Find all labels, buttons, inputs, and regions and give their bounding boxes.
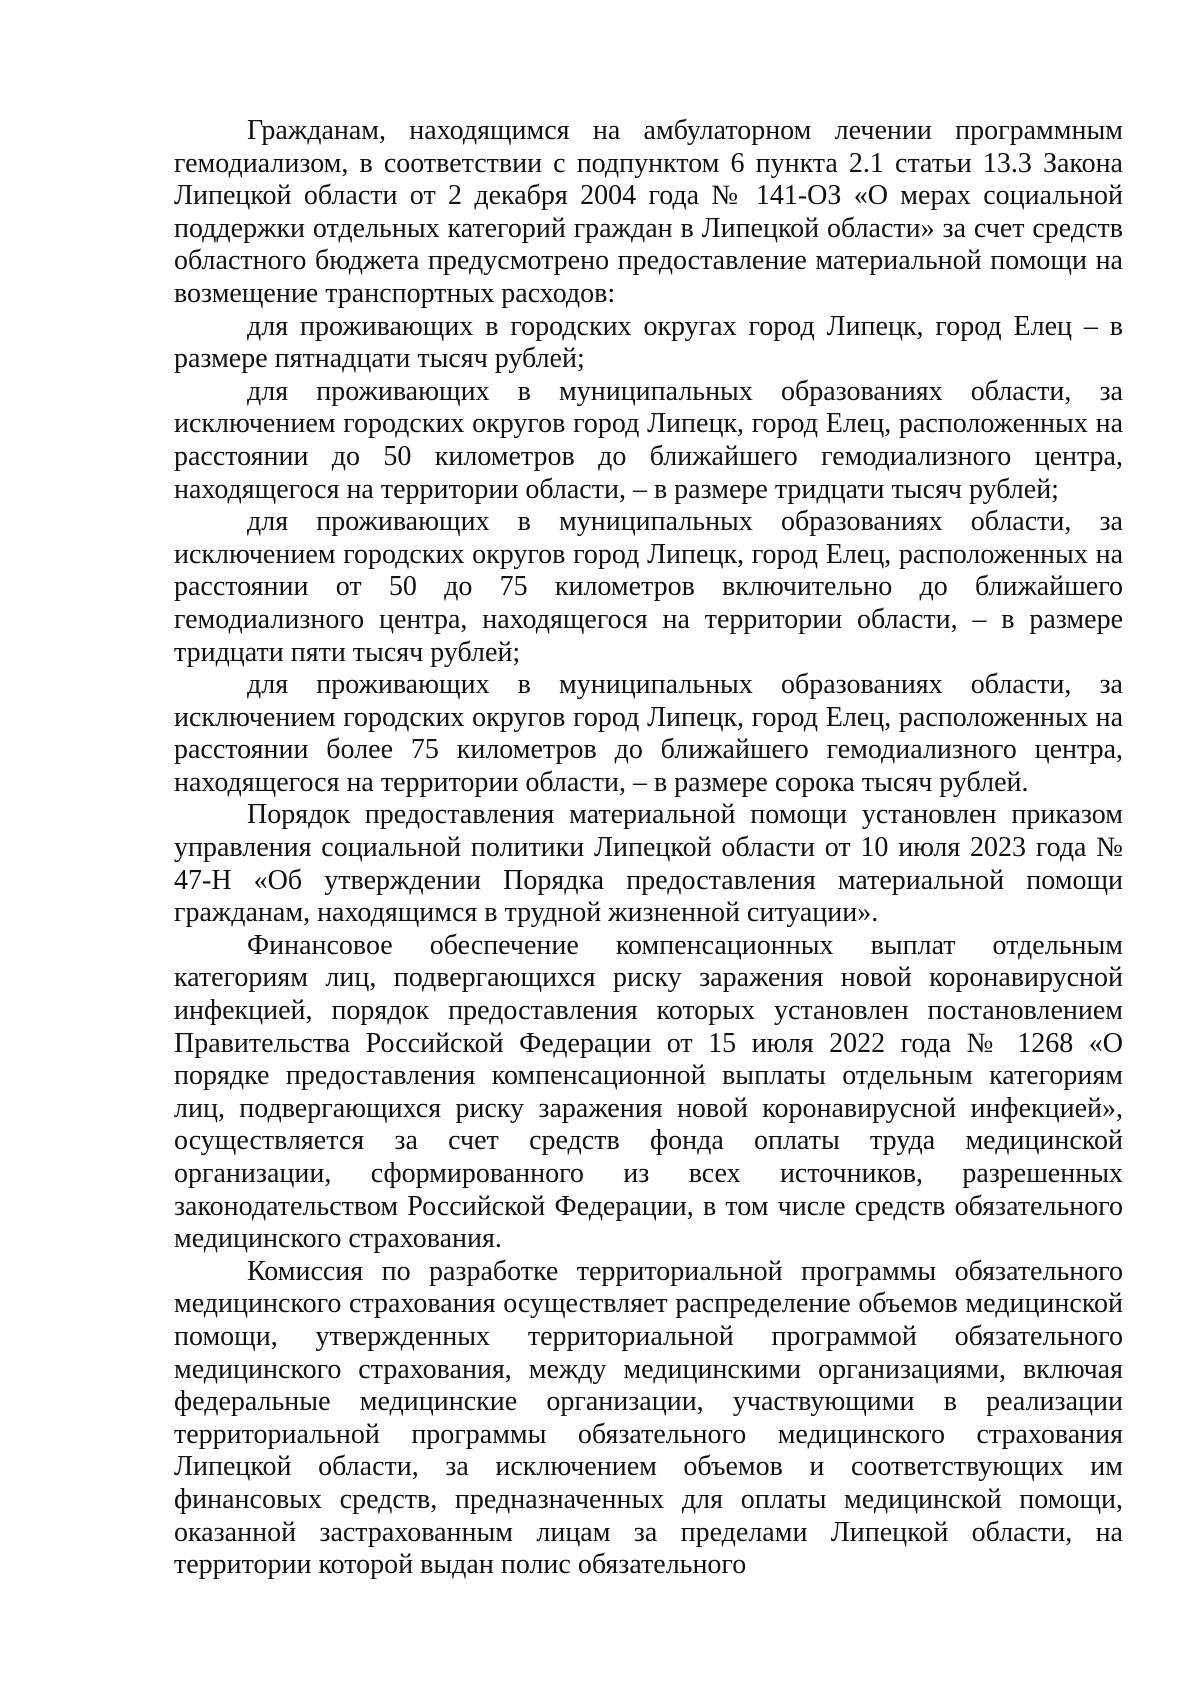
paragraph-up-to-50km: для проживающих в муниципальных образованиях области, за исключением городских округов город Липецк, город Елец, расположенных на расстоянии до 50 километров до ближайшего гемодиализного центра, находящегося на территории области, – в размере тридцати тысяч рублей; bbox=[174, 375, 1123, 505]
paragraph-covid-compensation: Финансовое обеспечение компенсационных выплат отдельным категориям лиц, подвергающихся риску заражения новой коронавирусной инфекцией, порядок предоставления которых установлен постановлением Правительства Российской Федерации от 15 июля 2022 года № 1268 «О порядке предоставления компенсационной выплаты отдельным категориям лиц, подвергающихся риску заражения новой коронавирусной инфекцией», осуществляется за счет средств фонда оплаты труда медицинской организации, сформированного из всех источников, разрешенных законодательством Российской Федерации, в том числе средств обязательного медицинского страхования. bbox=[174, 929, 1123, 1255]
paragraph-hemodialysis-aid: Гражданам, находящимся на амбулаторном лечении программным гемодиализом, в соответствии с подпунктом 6 пункта 2.1 статьи 13.3 Закона Липецкой области от 2 декабря 2004 года № 141-ОЗ «О мерах социальной поддержки отдельных категорий граждан в Липецкой области» за счет средств областного бюджета предусмотрено предоставление материальной помощи на возмещение транспортных расходов: bbox=[174, 115, 1123, 309]
paragraph-50-to-75km: для проживающих в муниципальных образованиях области, за исключением городских округов город Липецк, город Елец, расположенных на расстоянии от 50 до 75 километров включительно до ближайшего гемодиализного центра, находящегося на территории области, – в размере тридцати пяти тысяч рублей; bbox=[174, 506, 1123, 668]
paragraph-over-75km: для проживающих в муниципальных образованиях области, за исключением городских округов город Липецк, город Елец, расположенных на расстоянии более 75 километров до ближайшего гемодиализного центра, находящегося на территории области, – в размере сорока тысяч рублей. bbox=[174, 669, 1123, 798]
paragraph-aid-procedure: Порядок предоставления материальной помощи установлен приказом управления социальной политики Липецкой области от 10 июля 2023 года № 47-Н «Об утверждении Порядка предоставления материальной помощи гражданам, находящимся в трудной жизненной ситуации». bbox=[174, 799, 1123, 929]
paragraph-commission: Комиссия по разработке территориальной программы обязательного медицинского страхования осуществляет распределение объемов медицинской помощи, утвержденных территориальной программой обязательного медицинского страхования, между медицинскими организациями, включая федеральные медицинские организации, участвующими в реализации территориальной программы обязательного медицинского страхования Липецкой области, за исключением объемов и соответствующих им финансовых средств, предназначенных для оплаты медицинской помощи, оказанной застрахованным лицам за пределами Липецкой области, на территории которой выдан полис обязательного bbox=[174, 1255, 1123, 1581]
document-page bbox=[174, 115, 1123, 1582]
paragraph-lipetsk-yelets: для проживающих в городских округах город Липецк, город Елец – в размере пятнадцати тысяч рублей; bbox=[174, 310, 1123, 375]
